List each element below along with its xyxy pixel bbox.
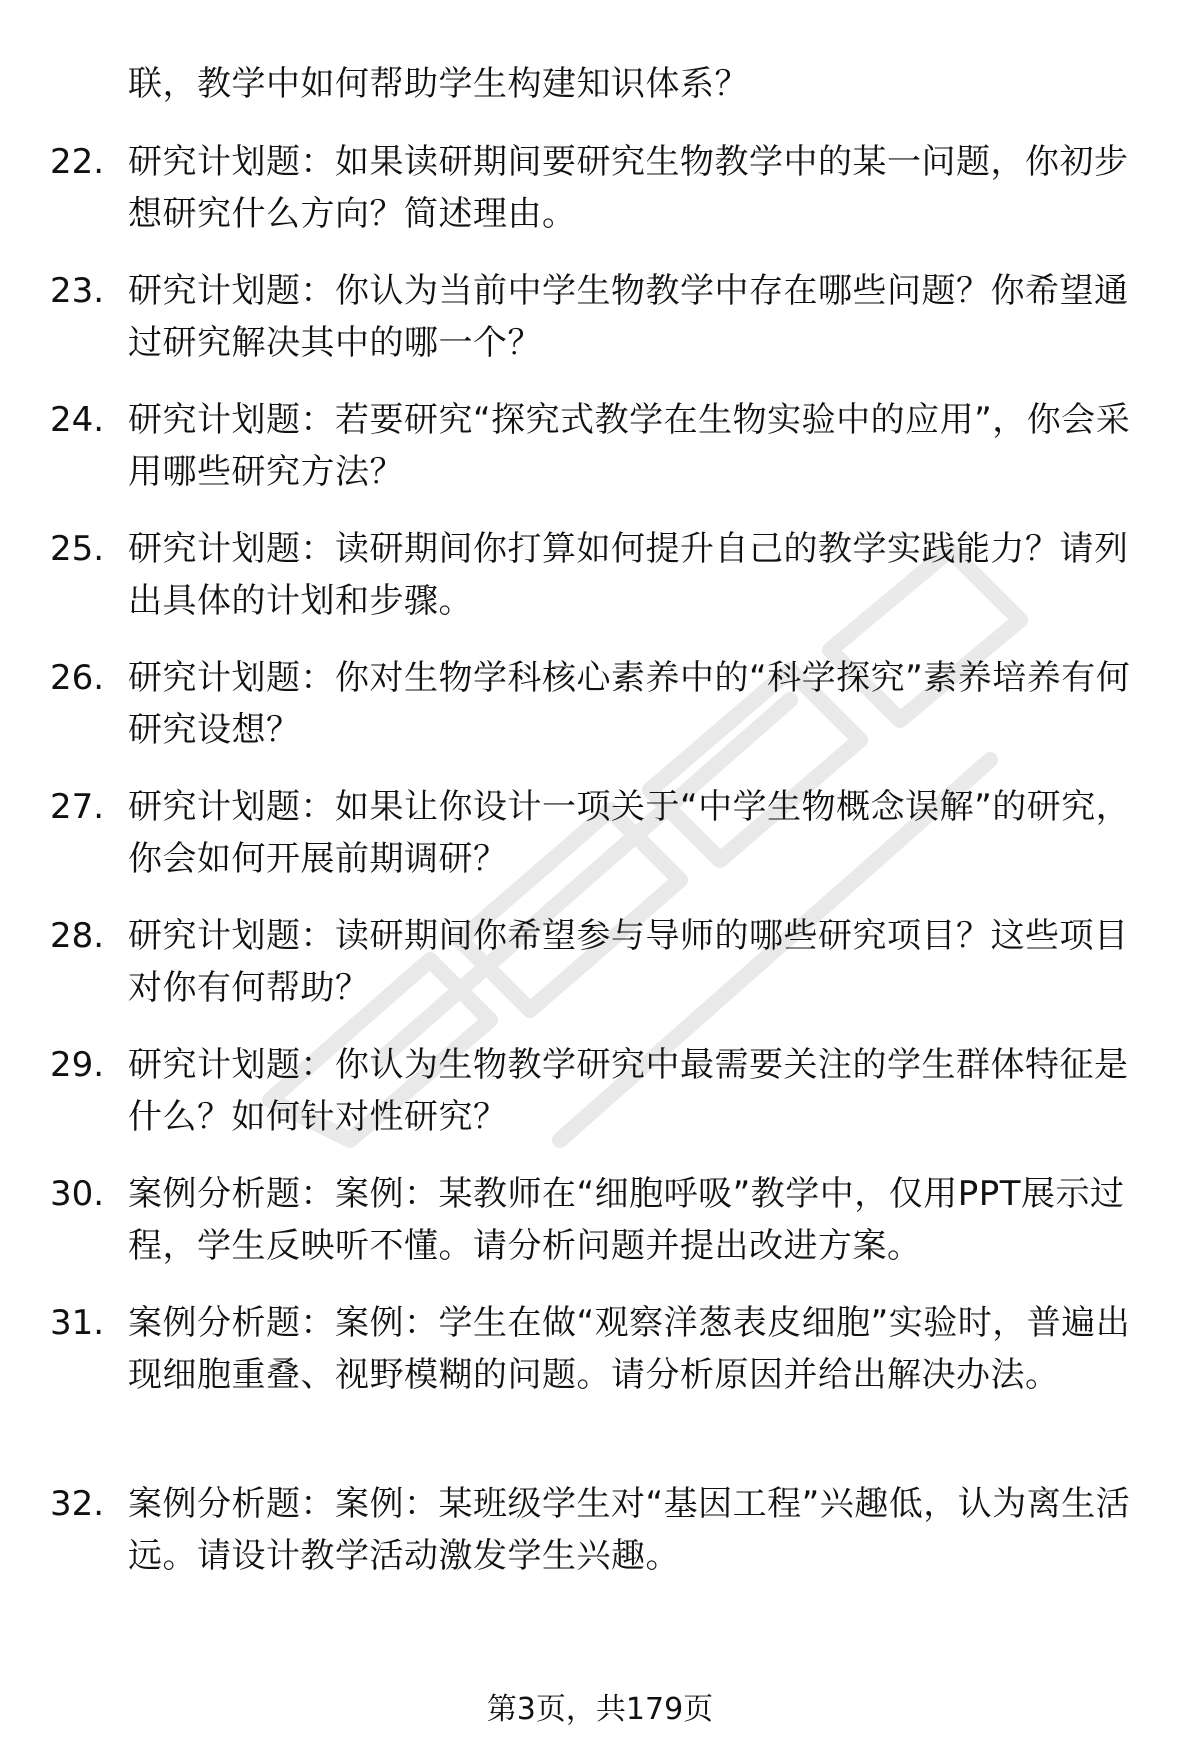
question-text: 研究计划题：你认为生物教学研究中最需要关注的学生群体特征是什么？如何针对性研究？ <box>128 1045 1129 1137</box>
question-text: 案例分析题：案例：某班级学生对“基因工程”兴趣低，认为离生活远。请设计教学活动激发学生兴趣。 <box>128 1484 1131 1576</box>
question-number: 30. <box>50 1174 105 1214</box>
continuation-text: 联，教学中如何帮助学生构建知识体系？ <box>128 64 749 104</box>
question-number: 31. <box>50 1303 105 1343</box>
question-text: 研究计划题：如果让你设计一项关于“中学生物概念误解”的研究，你会如何开展前期调研？ <box>128 787 1131 879</box>
question-number: 26. <box>50 658 105 698</box>
question-item <box>0 136 1200 240</box>
question-number: 29. <box>50 1045 105 1085</box>
question-text: 研究计划题：读研期间你希望参与导师的哪些研究项目？这些项目对你有何帮助？ <box>128 916 1129 1008</box>
question-list <box>0 136 1200 1607</box>
question-item <box>0 1478 1200 1582</box>
question-text: 案例分析题：案例：学生在做“观察洋葱表皮细胞”实验时，普遍出现细胞重叠、视野模糊的问题。请分析原因并给出解决办法。 <box>128 1303 1131 1395</box>
question-item <box>0 1039 1200 1143</box>
question-number: 22. <box>50 142 105 182</box>
question-item <box>0 523 1200 627</box>
question-number: 28. <box>50 916 105 956</box>
question-number: 24. <box>50 400 105 440</box>
question-text: 研究计划题：读研期间你打算如何提升自己的教学实践能力？请列出具体的计划和步骤。 <box>128 529 1129 621</box>
question-item <box>0 265 1200 369</box>
question-item <box>0 1297 1200 1453</box>
question-text: 研究计划题：如果读研期间要研究生物教学中的某一问题，你初步想研究什么方向？简述理由。 <box>128 142 1129 234</box>
page-footer <box>0 1690 1200 1730</box>
question-number: 27. <box>50 787 105 827</box>
question-item <box>0 652 1200 756</box>
page-number-label: 第3页，共179页 <box>486 1692 714 1727</box>
question-item <box>0 910 1200 1014</box>
question-text: 研究计划题：你认为当前中学生物教学中存在哪些问题？你希望通过研究解决其中的哪一个？ <box>128 271 1129 363</box>
question-number: 25. <box>50 529 105 569</box>
question-text: 研究计划题：若要研究“探究式教学在生物实验中的应用”，你会采用哪些研究方法？ <box>128 400 1131 492</box>
question-text: 案例分析题：案例：某教师在“细胞呼吸”教学中，仅用PPT展示过程，学生反映听不懂。请分析问题并提出改进方案。 <box>128 1174 1125 1266</box>
question-item <box>0 1168 1200 1272</box>
question-item <box>0 781 1200 885</box>
question-item <box>0 394 1200 498</box>
question-text: 研究计划题：你对生物学科核心素养中的“科学探究”素养培养有何研究设想？ <box>128 658 1131 750</box>
question-number: 32. <box>50 1484 105 1524</box>
question-number: 23. <box>50 271 105 311</box>
